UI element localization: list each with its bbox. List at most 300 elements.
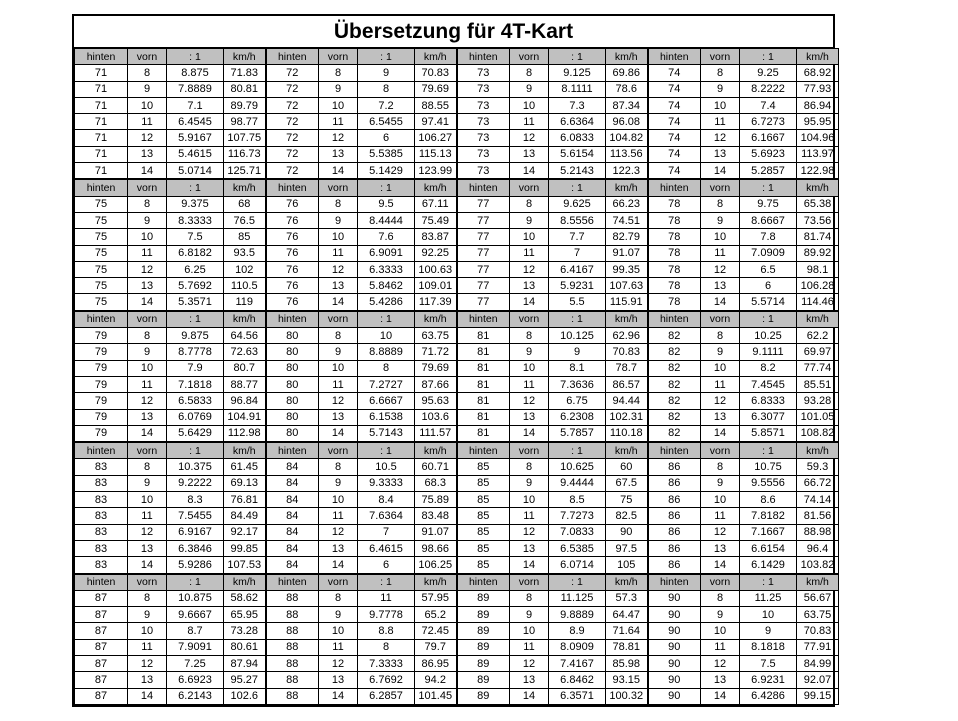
table-cell: 9: [510, 475, 549, 491]
table-cell: 7.1818: [167, 376, 224, 392]
table-cell: 116.73: [224, 146, 266, 162]
column-header: hinten: [648, 179, 701, 196]
table-cell: 84: [266, 492, 319, 508]
column-header: : 1: [358, 311, 415, 328]
table-cell: 88.98: [797, 524, 839, 540]
table-row: [75, 229, 839, 245]
table-cell: 8: [510, 65, 549, 81]
table-cell: 74.14: [797, 492, 839, 508]
table-cell: 81: [457, 393, 510, 409]
table-cell: 10: [319, 492, 358, 508]
table-cell: 5.2857: [740, 163, 797, 180]
table-cell: 89: [457, 590, 510, 606]
table-cell: 5.9231: [549, 278, 606, 294]
table-cell: 5.5385: [358, 146, 415, 162]
table-cell: 13: [510, 672, 549, 688]
column-header: hinten: [457, 49, 510, 65]
table-row: [75, 294, 839, 311]
table-cell: 14: [128, 425, 167, 442]
table-cell: 7.9: [167, 360, 224, 376]
table-cell: 8.4444: [358, 212, 415, 228]
table-cell: 9.3333: [358, 475, 415, 491]
table-cell: 90: [648, 590, 701, 606]
table-cell: 13: [510, 409, 549, 425]
table-row: [75, 261, 839, 277]
table-cell: 107.75: [224, 130, 266, 146]
table-cell: 75.49: [415, 212, 457, 228]
table-cell: 11: [319, 376, 358, 392]
table-cell: 9.5556: [740, 475, 797, 491]
table-cell: 13: [510, 146, 549, 162]
table-cell: 81.56: [797, 508, 839, 524]
table-cell: 12: [128, 261, 167, 277]
table-cell: 11: [128, 245, 167, 261]
column-header: : 1: [549, 179, 606, 196]
column-header: vorn: [510, 574, 549, 591]
column-header: hinten: [457, 442, 510, 459]
table-cell: 122.3: [606, 163, 648, 180]
table-cell: 10: [701, 360, 740, 376]
table-cell: 78: [648, 245, 701, 261]
table-row: [75, 81, 839, 97]
table-row: [75, 590, 839, 606]
table-cell: 14: [128, 688, 167, 704]
table-cell: 80: [266, 409, 319, 425]
table-cell: 7.1667: [740, 524, 797, 540]
table-cell: 106.27: [415, 130, 457, 146]
table-cell: 79: [75, 409, 128, 425]
table-cell: 112.98: [224, 425, 266, 442]
table-cell: 113.97: [797, 146, 839, 162]
table-cell: 58.62: [224, 590, 266, 606]
table-cell: 71.64: [606, 623, 648, 639]
table-cell: 72.63: [224, 344, 266, 360]
table-cell: 14: [319, 688, 358, 704]
table-cell: 106.25: [415, 557, 457, 574]
table-cell: 110.18: [606, 425, 648, 442]
table-cell: 12: [701, 655, 740, 671]
table-cell: 8.6667: [740, 212, 797, 228]
column-header: : 1: [740, 49, 797, 65]
table-cell: 83: [75, 540, 128, 556]
table-cell: 9: [319, 344, 358, 360]
table-cell: 7.3: [549, 97, 606, 113]
table-cell: 12: [510, 261, 549, 277]
table-cell: 71.83: [224, 65, 266, 81]
table-cell: 14: [510, 557, 549, 574]
table-cell: 91.07: [606, 245, 648, 261]
table-cell: 9: [510, 81, 549, 97]
table-cell: 11: [701, 114, 740, 130]
table-cell: 5.4615: [167, 146, 224, 162]
table-cell: 14: [510, 688, 549, 704]
table-cell: 98.1: [797, 261, 839, 277]
table-cell: 87.66: [415, 376, 457, 392]
table-cell: 14: [510, 425, 549, 442]
table-cell: 82: [648, 393, 701, 409]
table-cell: 108.82: [797, 425, 839, 442]
table-cell: 13: [319, 540, 358, 556]
table-row: [75, 344, 839, 360]
table-cell: 88: [266, 623, 319, 639]
table-cell: 9: [701, 212, 740, 228]
table-cell: 80.7: [224, 360, 266, 376]
table-cell: 76.81: [224, 492, 266, 508]
table-cell: 9: [510, 344, 549, 360]
table-cell: 122.98: [797, 163, 839, 180]
table-cell: 11: [701, 639, 740, 655]
table-cell: 8.0909: [549, 639, 606, 655]
table-cell: 6.1538: [358, 409, 415, 425]
table-cell: 7.8: [740, 229, 797, 245]
table-cell: 84.99: [797, 655, 839, 671]
table-cell: 10: [128, 492, 167, 508]
table-cell: 6.9091: [358, 245, 415, 261]
table-cell: 5.8571: [740, 425, 797, 442]
table-cell: 80.61: [224, 639, 266, 655]
table-cell: 77.91: [797, 639, 839, 655]
table-cell: 6.4545: [167, 114, 224, 130]
table-cell: 74: [648, 146, 701, 162]
table-cell: 90: [606, 524, 648, 540]
table-cell: 12: [510, 130, 549, 146]
sheet-title: Übersetzung für 4T-Kart: [74, 16, 833, 48]
table-row: [75, 459, 839, 475]
table-cell: 7.1: [167, 97, 224, 113]
column-header: : 1: [167, 179, 224, 196]
table-cell: 6.9167: [167, 524, 224, 540]
table-cell: 6.8182: [167, 245, 224, 261]
table-cell: 61.45: [224, 459, 266, 475]
table-cell: 95.95: [797, 114, 839, 130]
column-header: hinten: [75, 574, 128, 591]
table-cell: 87: [75, 623, 128, 639]
table-cell: 10.25: [740, 328, 797, 344]
table-cell: 93.5: [224, 245, 266, 261]
table-cell: 89: [457, 623, 510, 639]
column-header: : 1: [549, 442, 606, 459]
table-cell: 12: [510, 655, 549, 671]
column-header: hinten: [457, 574, 510, 591]
column-header: km/h: [606, 49, 648, 65]
table-cell: 89: [457, 655, 510, 671]
table-cell: 86: [648, 459, 701, 475]
table-cell: 63.75: [415, 328, 457, 344]
table-cell: 115.13: [415, 146, 457, 162]
table-cell: 117.39: [415, 294, 457, 311]
table-cell: 85.51: [797, 376, 839, 392]
table-cell: 75: [606, 492, 648, 508]
table-cell: 10.375: [167, 459, 224, 475]
table-cell: 85: [457, 557, 510, 574]
table-cell: 88: [266, 688, 319, 704]
table-cell: 8: [701, 196, 740, 212]
table-cell: 90: [648, 672, 701, 688]
table-cell: 7.0833: [549, 524, 606, 540]
table-cell: 103.6: [415, 409, 457, 425]
table-cell: 6.1667: [740, 130, 797, 146]
table-cell: 13: [701, 146, 740, 162]
table-cell: 8: [358, 81, 415, 97]
table-cell: 9.125: [549, 65, 606, 81]
table-cell: 8.7778: [167, 344, 224, 360]
table-cell: 9.25: [740, 65, 797, 81]
table-row: [75, 97, 839, 113]
table-cell: 7.0909: [740, 245, 797, 261]
table-cell: 8.875: [167, 65, 224, 81]
table-cell: 8: [319, 196, 358, 212]
table-cell: 87: [75, 655, 128, 671]
table-cell: 8: [128, 328, 167, 344]
table-cell: 7.5: [167, 229, 224, 245]
column-header: vorn: [510, 179, 549, 196]
table-row: [75, 639, 839, 655]
table-cell: 10: [510, 360, 549, 376]
table-row: [75, 492, 839, 508]
table-cell: 74.51: [606, 212, 648, 228]
table-cell: 88: [266, 590, 319, 606]
table-cell: 11: [319, 508, 358, 524]
table-cell: 9: [319, 81, 358, 97]
table-cell: 71: [75, 81, 128, 97]
table-cell: 10: [510, 492, 549, 508]
table-cell: 74: [648, 65, 701, 81]
table-cell: 12: [701, 393, 740, 409]
table-cell: 81: [457, 328, 510, 344]
table-cell: 11: [510, 376, 549, 392]
table-row: [75, 196, 839, 212]
table-cell: 123.99: [415, 163, 457, 180]
table-cell: 109.01: [415, 278, 457, 294]
column-header: vorn: [319, 442, 358, 459]
table-cell: 6.5833: [167, 393, 224, 409]
table-cell: 10.125: [549, 328, 606, 344]
table-cell: 64.47: [606, 607, 648, 623]
table-cell: 6.7273: [740, 114, 797, 130]
table-cell: 79.7: [415, 639, 457, 655]
column-header: : 1: [549, 574, 606, 591]
table-cell: 99.15: [797, 688, 839, 704]
column-header: km/h: [606, 311, 648, 328]
table-cell: 95.63: [415, 393, 457, 409]
table-row: [75, 475, 839, 491]
table-cell: 71: [75, 163, 128, 180]
column-header: km/h: [797, 311, 839, 328]
column-header: vorn: [128, 311, 167, 328]
table-cell: 5.6154: [549, 146, 606, 162]
table-cell: 72: [266, 81, 319, 97]
table-cell: 7.6364: [358, 508, 415, 524]
table-cell: 75: [75, 229, 128, 245]
table-cell: 92.17: [224, 524, 266, 540]
table-cell: 72: [266, 163, 319, 180]
table-cell: 8.1111: [549, 81, 606, 97]
table-row: [75, 688, 839, 704]
table-cell: 87.34: [606, 97, 648, 113]
column-header: hinten: [266, 179, 319, 196]
table-cell: 81: [457, 344, 510, 360]
column-header: hinten: [648, 574, 701, 591]
table-cell: 75.89: [415, 492, 457, 508]
table-cell: 75: [75, 294, 128, 311]
table-cell: 69.86: [606, 65, 648, 81]
table-cell: 86: [648, 540, 701, 556]
table-cell: 6.4286: [740, 688, 797, 704]
table-cell: 11: [128, 376, 167, 392]
table-cell: 73.56: [797, 212, 839, 228]
table-cell: 5.2143: [549, 163, 606, 180]
table-cell: 12: [319, 524, 358, 540]
column-header: vorn: [319, 574, 358, 591]
table-cell: 8.9: [549, 623, 606, 639]
column-header: km/h: [415, 179, 457, 196]
table-cell: 62.96: [606, 328, 648, 344]
table-cell: 80: [266, 376, 319, 392]
table-cell: 75: [75, 245, 128, 261]
table-cell: 86.95: [415, 655, 457, 671]
header-row: [75, 574, 839, 591]
table-cell: 5.5: [549, 294, 606, 311]
column-header: vorn: [128, 574, 167, 591]
table-cell: 89: [457, 639, 510, 655]
table-cell: 13: [319, 278, 358, 294]
table-cell: 78: [648, 294, 701, 311]
table-cell: 86.94: [797, 97, 839, 113]
table-cell: 73: [457, 163, 510, 180]
table-cell: 7.4545: [740, 376, 797, 392]
table-cell: 77: [457, 261, 510, 277]
table-cell: 88: [266, 607, 319, 623]
table-cell: 84: [266, 540, 319, 556]
table-cell: 13: [319, 672, 358, 688]
table-cell: 9.375: [167, 196, 224, 212]
table-row: [75, 245, 839, 261]
table-cell: 87: [75, 688, 128, 704]
table-cell: 13: [128, 540, 167, 556]
table-cell: 9: [701, 607, 740, 623]
table-cell: 97.41: [415, 114, 457, 130]
table-cell: 8: [510, 196, 549, 212]
table-cell: 14: [701, 163, 740, 180]
table-cell: 87.94: [224, 655, 266, 671]
table-cell: 12: [319, 261, 358, 277]
column-header: km/h: [797, 574, 839, 591]
table-cell: 78: [648, 229, 701, 245]
table-cell: 11: [128, 639, 167, 655]
table-cell: 6.1429: [740, 557, 797, 574]
column-header: km/h: [224, 574, 266, 591]
table-cell: 60.71: [415, 459, 457, 475]
table-cell: 102.31: [606, 409, 648, 425]
table-cell: 13: [510, 278, 549, 294]
table-cell: 86: [648, 508, 701, 524]
table-cell: 83: [75, 524, 128, 540]
table-cell: 10: [128, 623, 167, 639]
table-cell: 12: [128, 130, 167, 146]
table-cell: 6: [358, 130, 415, 146]
table-cell: 81: [457, 376, 510, 392]
table-row: [75, 328, 839, 344]
table-cell: 8: [701, 590, 740, 606]
table-cell: 72: [266, 97, 319, 113]
table-cell: 88: [266, 639, 319, 655]
table-cell: 70.83: [797, 623, 839, 639]
table-cell: 82: [648, 344, 701, 360]
table-cell: 81.74: [797, 229, 839, 245]
table-cell: 8: [128, 196, 167, 212]
table-row: [75, 376, 839, 392]
column-header: : 1: [740, 179, 797, 196]
table-cell: 5.7143: [358, 425, 415, 442]
column-header: hinten: [457, 179, 510, 196]
column-header: : 1: [167, 311, 224, 328]
table-row: [75, 278, 839, 294]
table-cell: 7.7273: [549, 508, 606, 524]
table-cell: 6.5385: [549, 540, 606, 556]
table-cell: 7.4167: [549, 655, 606, 671]
table-cell: 63.75: [797, 607, 839, 623]
table-cell: 10: [358, 328, 415, 344]
table-cell: 75: [75, 278, 128, 294]
table-cell: 110.5: [224, 278, 266, 294]
table-cell: 101.45: [415, 688, 457, 704]
column-header: : 1: [358, 442, 415, 459]
table-cell: 85: [457, 492, 510, 508]
table-cell: 90: [648, 655, 701, 671]
table-cell: 10: [319, 97, 358, 113]
table-cell: 5.5714: [740, 294, 797, 311]
table-row: [75, 409, 839, 425]
table-cell: 86.57: [606, 376, 648, 392]
table-row: [75, 524, 839, 540]
table-cell: 104.91: [224, 409, 266, 425]
table-cell: 7.8889: [167, 81, 224, 97]
column-header: km/h: [606, 442, 648, 459]
table-cell: 88.55: [415, 97, 457, 113]
table-cell: 76: [266, 261, 319, 277]
table-cell: 10: [701, 97, 740, 113]
header-row: [75, 442, 839, 459]
table-cell: 6.0833: [549, 130, 606, 146]
table-cell: 9: [510, 607, 549, 623]
table-cell: 11: [319, 114, 358, 130]
table-cell: 10: [510, 97, 549, 113]
table-cell: 67.5: [606, 475, 648, 491]
table-cell: 82: [648, 328, 701, 344]
table-cell: 9: [358, 65, 415, 81]
table-cell: 70.83: [415, 65, 457, 81]
table-cell: 94.44: [606, 393, 648, 409]
table-cell: 8.7: [167, 623, 224, 639]
table-cell: 71: [75, 65, 128, 81]
table-cell: 9.1111: [740, 344, 797, 360]
table-cell: 13: [128, 146, 167, 162]
table-cell: 76: [266, 196, 319, 212]
table-cell: 8: [358, 360, 415, 376]
table-cell: 8: [128, 65, 167, 81]
table-cell: 90: [648, 607, 701, 623]
table-cell: 80: [266, 360, 319, 376]
column-header: hinten: [75, 49, 128, 65]
table-cell: 77: [457, 245, 510, 261]
table-cell: 71.72: [415, 344, 457, 360]
table-cell: 73: [457, 81, 510, 97]
table-cell: 11: [319, 245, 358, 261]
table-cell: 10.75: [740, 459, 797, 475]
table-cell: 5.6429: [167, 425, 224, 442]
table-cell: 12: [128, 524, 167, 540]
table-cell: 8: [128, 590, 167, 606]
